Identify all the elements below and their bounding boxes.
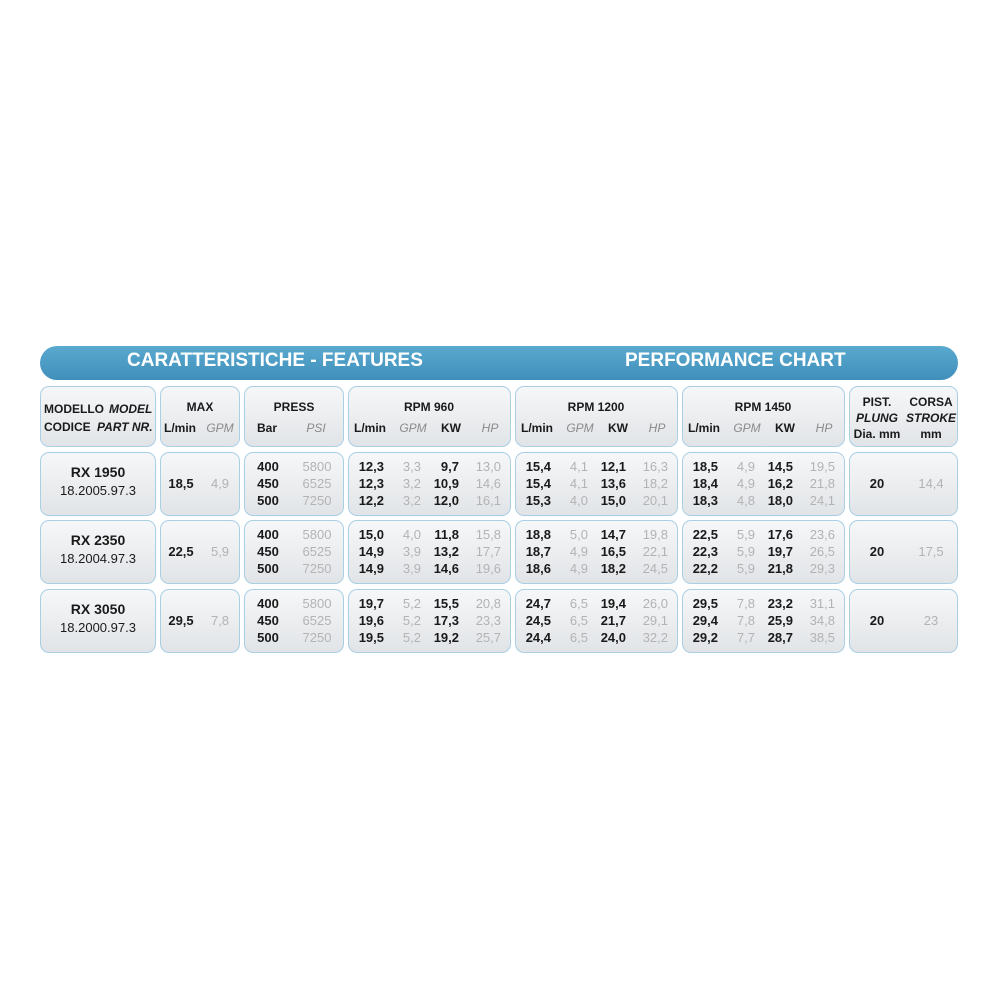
rpm2-lmin-value: 29,4 — [692, 613, 718, 628]
rpm1-kw-value: 16,5 — [600, 544, 626, 559]
rpm0-gpm-value: 5,2 — [402, 596, 421, 611]
rpm1-gpm-value: 6,5 — [569, 630, 588, 645]
rpm0-kw-value: 19,2 — [433, 630, 459, 645]
rpm2-lmin-value: 18,3 — [692, 493, 718, 508]
rpm1-hp-value: 19,8 — [642, 527, 668, 542]
rpm1-gpm-value: 4,1 — [569, 476, 588, 491]
psi-value: 5800 — [302, 527, 332, 542]
rpm2-kw-value: 28,7 — [767, 630, 793, 645]
rpm2-kw-value: 25,9 — [767, 613, 793, 628]
max-gpm: 4,9 — [210, 476, 230, 491]
rpm2-gpm-value: 4,9 — [736, 476, 755, 491]
rpm0-gpm-label: GPM — [399, 421, 427, 435]
max-lmin: 18,5 — [168, 476, 194, 491]
rpm2-lmin-value: 29,2 — [692, 630, 718, 645]
rpm1-hp-value: 32,2 — [642, 630, 668, 645]
rpm0-lmin-value: 12,2 — [358, 493, 384, 508]
rpm2-hp-value: 34,8 — [809, 613, 835, 628]
rpm1-gpm-value: 4,9 — [569, 561, 588, 576]
psi-value: 5800 — [302, 596, 332, 611]
rpm0-lmin-label: L/min — [354, 421, 386, 435]
psi-value: 6525 — [302, 544, 332, 559]
rpm2-lmin-value: 29,5 — [692, 596, 718, 611]
rpm2-gpm-label: GPM — [733, 421, 761, 435]
bar-value: 450 — [257, 544, 279, 559]
rpm0-gpm-value: 5,2 — [402, 630, 421, 645]
psi-value: 7250 — [302, 493, 332, 508]
rpm2-gpm-value: 5,9 — [736, 544, 755, 559]
header-cell-press — [244, 386, 344, 447]
rpm2-lmin-value: 22,3 — [692, 544, 718, 559]
part-code: 18.2005.97.3 — [60, 483, 136, 498]
part-code: 18.2000.97.3 — [60, 620, 136, 635]
performance-chart-title: PERFORMANCE CHART — [625, 350, 846, 371]
rpm1-kw-value: 18,2 — [600, 561, 626, 576]
rpm1-lmin-value: 15,4 — [525, 476, 551, 491]
rpm0-hp-value: 19,6 — [475, 561, 501, 576]
rpm1-lmin-label: L/min — [521, 421, 553, 435]
rpm2-kw-value: 14,5 — [767, 459, 793, 474]
psi-value: 7250 — [302, 561, 332, 576]
psi-value: 6525 — [302, 613, 332, 628]
rpm1-kw-label: KW — [608, 421, 628, 435]
rpm2-gpm-value: 4,9 — [736, 459, 755, 474]
rpm2-kw-value: 19,7 — [767, 544, 793, 559]
rpm0-hp-value: 17,7 — [475, 544, 501, 559]
rpm1-kw-value: 13,6 — [600, 476, 626, 491]
rpm1-hp-value: 22,1 — [642, 544, 668, 559]
rpm0-kw-value: 9,7 — [440, 459, 459, 474]
rpm1-kw-value: 12,1 — [600, 459, 626, 474]
rpm2-kw-value: 17,6 — [767, 527, 793, 542]
rpm0-lmin-value: 14,9 — [358, 561, 384, 576]
max-lmin: 22,5 — [168, 544, 194, 559]
rpm2-hp-value: 19,5 — [809, 459, 835, 474]
rpm0-lmin-value: 15,0 — [358, 527, 384, 542]
rpm0-hp-value: 16,1 — [475, 493, 501, 508]
header-cell-rpm2 — [682, 386, 845, 447]
rpm1-hp-label: HP — [648, 421, 666, 435]
rpm0-lmin-value: 14,9 — [358, 544, 384, 559]
header-banner — [40, 346, 958, 380]
rpm2-hp-value: 26,5 — [809, 544, 835, 559]
rpm2-hp-value: 21,8 — [809, 476, 835, 491]
rpm-header-1: RPM 1200 — [567, 400, 625, 414]
rpm1-hp-value: 29,1 — [642, 613, 668, 628]
rpm0-kw-value: 14,6 — [433, 561, 459, 576]
bar-value: 500 — [257, 561, 279, 576]
max-gpm-label: GPM — [206, 421, 234, 435]
rpm1-hp-value: 26,0 — [642, 596, 668, 611]
rpm-header-2: RPM 1450 — [734, 400, 792, 414]
rpm2-hp-value: 38,5 — [809, 630, 835, 645]
header-cell-rpm0 — [348, 386, 511, 447]
rpm2-lmin-value: 18,5 — [692, 459, 718, 474]
rpm2-hp-value: 23,6 — [809, 527, 835, 542]
model-name: RX 2350 — [70, 532, 126, 548]
bar-value: 400 — [257, 527, 279, 542]
part-nr-label: PART NR. — [97, 420, 153, 434]
rpm0-gpm-value: 3,9 — [402, 544, 421, 559]
rpm0-gpm-value: 3,2 — [402, 493, 421, 508]
rpm1-lmin-value: 24,5 — [525, 613, 551, 628]
rpm0-gpm-value: 3,2 — [402, 476, 421, 491]
rpm0-hp-value: 13,0 — [475, 459, 501, 474]
rpm1-lmin-value: 15,3 — [525, 493, 551, 508]
rpm0-kw-label: KW — [441, 421, 461, 435]
rpm1-lmin-value: 15,4 — [525, 459, 551, 474]
rpm2-lmin-value: 22,5 — [692, 527, 718, 542]
header-cell-model — [40, 386, 156, 447]
psi-value: 6525 — [302, 476, 332, 491]
rpm2-gpm-value: 4,8 — [736, 493, 755, 508]
max-lmin-label: L/min — [164, 421, 196, 435]
rpm1-gpm-value: 4,9 — [569, 544, 588, 559]
rpm1-kw-value: 24,0 — [600, 630, 626, 645]
rpm2-gpm-value: 7,7 — [736, 630, 755, 645]
rpm1-lmin-value: 24,7 — [525, 596, 551, 611]
row-2-cell-pist — [849, 589, 958, 653]
modello-label: MODELLO — [44, 402, 104, 416]
rpm0-gpm-value: 5,2 — [402, 613, 421, 628]
bar-label: Bar — [256, 421, 278, 435]
rpm-header-0: RPM 960 — [403, 400, 455, 414]
rpm2-hp-label: HP — [815, 421, 833, 435]
rpm2-lmin-value: 18,4 — [692, 476, 718, 491]
rpm0-hp-value: 25,7 — [475, 630, 501, 645]
max-label: MAX — [186, 400, 214, 414]
rpm1-lmin-value: 24,4 — [525, 630, 551, 645]
rpm1-gpm-value: 4,1 — [569, 459, 588, 474]
rpm1-kw-value: 14,7 — [600, 527, 626, 542]
rpm0-lmin-value: 12,3 — [358, 476, 384, 491]
header-cell-max — [160, 386, 240, 447]
rpm1-gpm-value: 6,5 — [569, 613, 588, 628]
rpm2-gpm-value: 5,9 — [736, 561, 755, 576]
bar-value: 500 — [257, 493, 279, 508]
rpm2-kw-value: 18,0 — [767, 493, 793, 508]
model-name: RX 3050 — [70, 601, 126, 617]
rpm1-kw-value: 21,7 — [600, 613, 626, 628]
max-gpm: 5,9 — [210, 544, 230, 559]
mm-label: mm — [920, 427, 942, 441]
bar-value: 400 — [257, 596, 279, 611]
rpm1-gpm-value: 4,0 — [569, 493, 588, 508]
rpm1-kw-value: 15,0 — [600, 493, 626, 508]
rpm1-lmin-value: 18,6 — [525, 561, 551, 576]
press-label: PRESS — [273, 400, 315, 414]
stroke-label: STROKE — [905, 411, 957, 425]
rpm1-gpm-value: 6,5 — [569, 596, 588, 611]
piston-diameter: 20 — [869, 476, 885, 491]
bar-value: 400 — [257, 459, 279, 474]
rpm0-hp-value: 23,3 — [475, 613, 501, 628]
stroke-value: 23 — [923, 613, 939, 628]
rpm0-hp-value: 14,6 — [475, 476, 501, 491]
rpm0-gpm-value: 4,0 — [402, 527, 421, 542]
rpm0-lmin-value: 19,7 — [358, 596, 384, 611]
plung-label: PLUNG — [856, 411, 898, 425]
rpm1-hp-value: 20,1 — [642, 493, 668, 508]
max-lmin: 29,5 — [168, 613, 194, 628]
rpm1-gpm-label: GPM — [566, 421, 594, 435]
rpm2-kw-value: 23,2 — [767, 596, 793, 611]
model-name: RX 1950 — [70, 464, 126, 480]
pist-label: PIST. — [862, 395, 892, 409]
header-cell-rpm1 — [515, 386, 678, 447]
rpm1-hp-value: 24,5 — [642, 561, 668, 576]
features-title: CARATTERISTICHE - FEATURES — [127, 350, 423, 371]
stroke-value: 14,4 — [918, 476, 944, 491]
rpm0-kw-value: 10,9 — [433, 476, 459, 491]
piston-diameter: 20 — [869, 544, 885, 559]
stroke-value: 17,5 — [918, 544, 944, 559]
rpm2-gpm-value: 7,8 — [736, 596, 755, 611]
model-label: MODEL — [109, 402, 153, 416]
rpm1-kw-value: 19,4 — [600, 596, 626, 611]
rpm0-gpm-value: 3,3 — [402, 459, 421, 474]
rpm0-kw-value: 11,8 — [434, 527, 459, 542]
rpm2-hp-value: 24,1 — [809, 493, 835, 508]
rpm1-lmin-value: 18,7 — [525, 544, 551, 559]
rpm2-lmin-value: 22,2 — [692, 561, 718, 576]
bar-value: 500 — [257, 630, 279, 645]
rpm0-hp-value: 15,8 — [475, 527, 501, 542]
rpm0-kw-value: 17,3 — [433, 613, 459, 628]
corsa-label: CORSA — [909, 395, 953, 409]
rpm0-hp-label: HP — [481, 421, 499, 435]
rpm0-gpm-value: 3,9 — [402, 561, 421, 576]
rpm2-kw-value: 21,8 — [767, 561, 793, 576]
max-gpm: 7,8 — [210, 613, 230, 628]
psi-label: PSI — [306, 421, 326, 435]
psi-value: 7250 — [302, 630, 332, 645]
piston-diameter: 20 — [869, 613, 885, 628]
rpm1-gpm-value: 5,0 — [569, 527, 588, 542]
rpm0-kw-value: 15,5 — [433, 596, 459, 611]
rpm2-gpm-value: 5,9 — [736, 527, 755, 542]
psi-value: 5800 — [302, 459, 332, 474]
rpm2-hp-value: 29,3 — [809, 561, 835, 576]
rpm0-lmin-value: 19,5 — [358, 630, 384, 645]
rpm0-lmin-value: 19,6 — [358, 613, 384, 628]
rpm0-hp-value: 20,8 — [475, 596, 501, 611]
rpm0-lmin-value: 12,3 — [358, 459, 384, 474]
rpm2-kw-value: 16,2 — [767, 476, 793, 491]
rpm1-hp-value: 18,2 — [642, 476, 668, 491]
rpm2-kw-label: KW — [775, 421, 795, 435]
rpm0-kw-value: 13,2 — [433, 544, 459, 559]
bar-value: 450 — [257, 613, 279, 628]
rpm1-lmin-value: 18,8 — [525, 527, 551, 542]
rpm1-hp-value: 16,3 — [642, 459, 668, 474]
dia-label: Dia. mm — [853, 427, 901, 441]
part-code: 18.2004.97.3 — [60, 551, 136, 566]
rpm2-gpm-value: 7,8 — [736, 613, 755, 628]
codice-label: CODICE — [44, 420, 91, 434]
rpm2-lmin-label: L/min — [688, 421, 720, 435]
bar-value: 450 — [257, 476, 279, 491]
rpm2-hp-value: 31,1 — [809, 596, 835, 611]
rpm0-kw-value: 12,0 — [433, 493, 459, 508]
